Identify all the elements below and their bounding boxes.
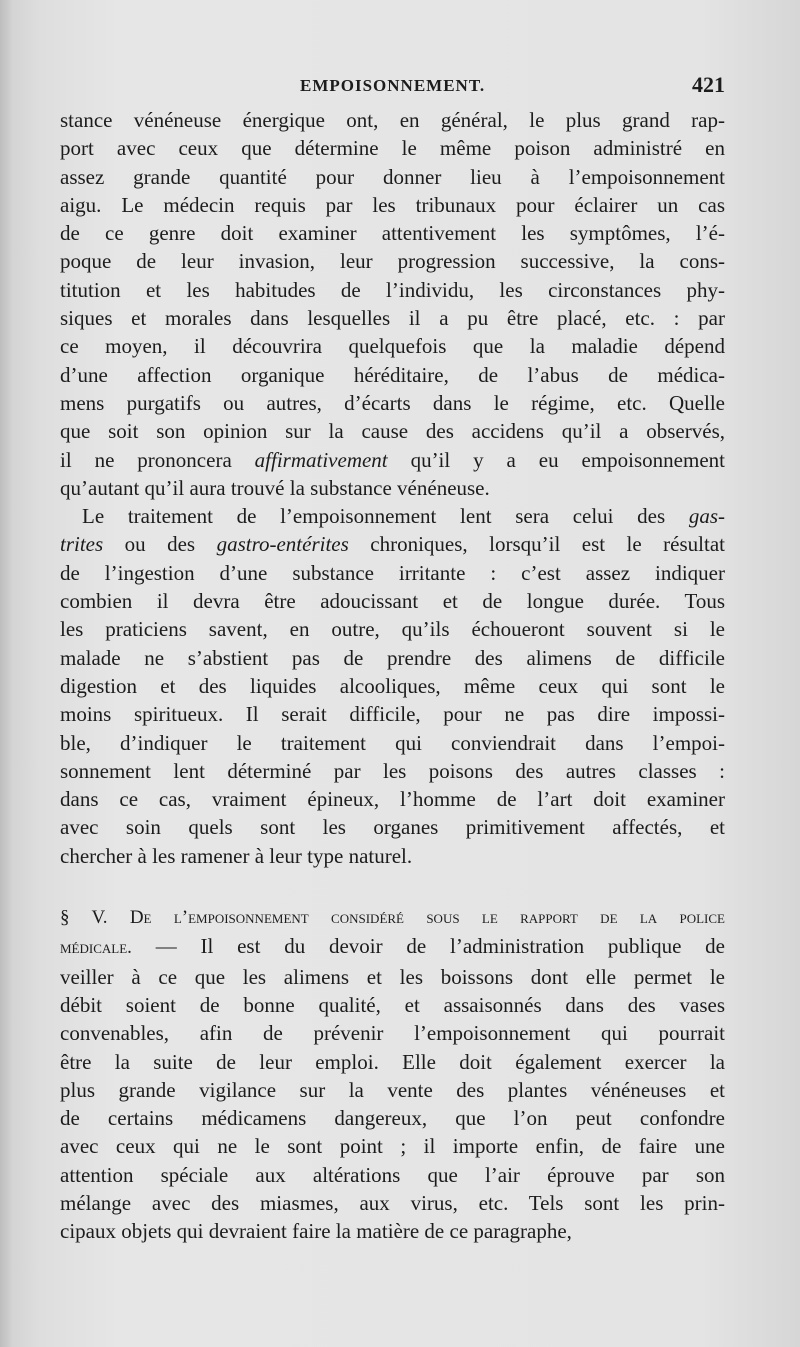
text-line: avec ceux qui ne le sont point ; il importe enfin, de faire une — [60, 1134, 725, 1159]
text-line: aigu. Le médecin requis par les tribunaux pour éclairer un cas — [60, 192, 725, 217]
text-line: malade ne s’abstient pas de prendre des alimens de difficile — [60, 645, 725, 670]
text-run: qu’il y a eu empoisonnement — [387, 447, 725, 472]
text-line: que soit son opinion sur la cause des accidens qu’il a observés, — [60, 419, 725, 444]
running-head: EMPOISONNEMENT. — [300, 76, 486, 95]
text-line — [60, 932, 725, 962]
text-line: convenables, afin de prévenir l’empoisonnement qui pourrait — [60, 1021, 725, 1046]
text-line: être la suite de leur emploi. Elle doit également exercer la — [60, 1049, 725, 1074]
text-line: chercher à les ramener à leur type naturel. — [60, 843, 413, 868]
italic-word: gastro-entérites — [216, 532, 349, 557]
text-line: cipaux objets qui devraient faire la matière de ce paragraphe, — [60, 1219, 572, 1244]
page-gutter-shadow — [0, 0, 14, 1347]
text-line: attention spéciale aux altérations que l’air éprouve par son — [60, 1162, 725, 1187]
text-line: ce moyen, il découvrira quelquefois que la maladie dépend — [60, 334, 725, 359]
text-line — [60, 530, 725, 558]
section-heading: § V. De l’empoisonnement considéré sous le rapport de la police — [60, 907, 725, 929]
text-run: — Il est du devoir de l’administration publique de — [131, 934, 725, 959]
text-line: plus grande vigilance sur la vente des plantes vénéneuses et — [60, 1077, 725, 1102]
text-run: chroniques, lorsqu’il est le résultat — [348, 532, 725, 557]
text-line: combien il devra être adoucissant et de longue durée. Tous — [60, 589, 725, 614]
section-heading-end: médicale. — [60, 937, 132, 959]
text-line: mélange avec des miasmes, aux virus, etc. Tels sont les prin- — [60, 1190, 725, 1215]
text-line — [60, 502, 725, 530]
text-run: ou des — [103, 532, 217, 557]
text-line: stance vénéneuse énergique ont, en général, le plus grand rap- — [60, 108, 725, 132]
body-text — [60, 106, 725, 1246]
text-run: il ne prononcera — [60, 447, 255, 472]
text-line: de certains médicamens dangereux, que l’on peut confondre — [60, 1106, 725, 1131]
italic-word: gas- — [688, 504, 725, 529]
text-line: d’une affection organique héréditaire, de l’abus de médica- — [60, 362, 725, 387]
text-run: Le traitement de l’empoisonnement lent sera celui des — [82, 504, 689, 529]
text-line: mens purgatifs ou autres, d’écarts dans le régime, etc. Quelle — [60, 390, 725, 415]
text-line: siques et morales dans lesquelles il a pu être placé, etc. : par — [60, 306, 725, 331]
text-line: poque de leur invasion, leur progression successive, la cons- — [60, 249, 725, 274]
italic-word: trites — [60, 532, 104, 557]
text-line: dans ce cas, vraiment épineux, l’homme de l’art doit examiner — [60, 787, 725, 812]
text-line: digestion et des liquides alcooliques, même ceux qui sont le — [60, 673, 725, 698]
text-line: titution et les habitudes de l’individu, les circonstances phy- — [60, 277, 725, 302]
italic-word: affirmativement — [254, 447, 388, 472]
text-line: débit soient de bonne qualité, et assaisonnés dans des vases — [60, 992, 725, 1017]
text-line: de ce genre doit examiner attentivement les symptômes, l’é- — [60, 221, 725, 246]
text-line: avec soin quels sont les organes primitivement affectés, et — [60, 815, 725, 840]
text-line: port avec ceux que détermine le même poison administré en — [60, 136, 725, 161]
page-header — [60, 74, 725, 104]
text-line: moins spiritueux. Il serait difficile, pour ne pas dire impossi- — [60, 702, 725, 727]
text-line: veiller à ce que les alimens et les boissons dont elle permet le — [60, 964, 725, 989]
text-line: ble, d’indiquer le traitement qui conviendrait dans l’empoi- — [60, 730, 725, 755]
text-line: sonnement lent déterminé par les poisons des autres classes : — [60, 758, 725, 783]
text-line: qu’autant qu’il aura trouvé la substance vénéneuse. — [60, 475, 490, 500]
text-line: les praticiens savent, en outre, qu’ils échoueront souvent si le — [60, 617, 725, 642]
text-line: de l’ingestion d’une substance irritante : c’est assez indiquer — [60, 560, 725, 585]
page-number: 421 — [692, 72, 725, 97]
text-line: assez grande quantité pour donner lieu à l’empoisonnement — [60, 164, 725, 189]
section-gap — [60, 870, 725, 904]
text-line — [60, 446, 725, 474]
